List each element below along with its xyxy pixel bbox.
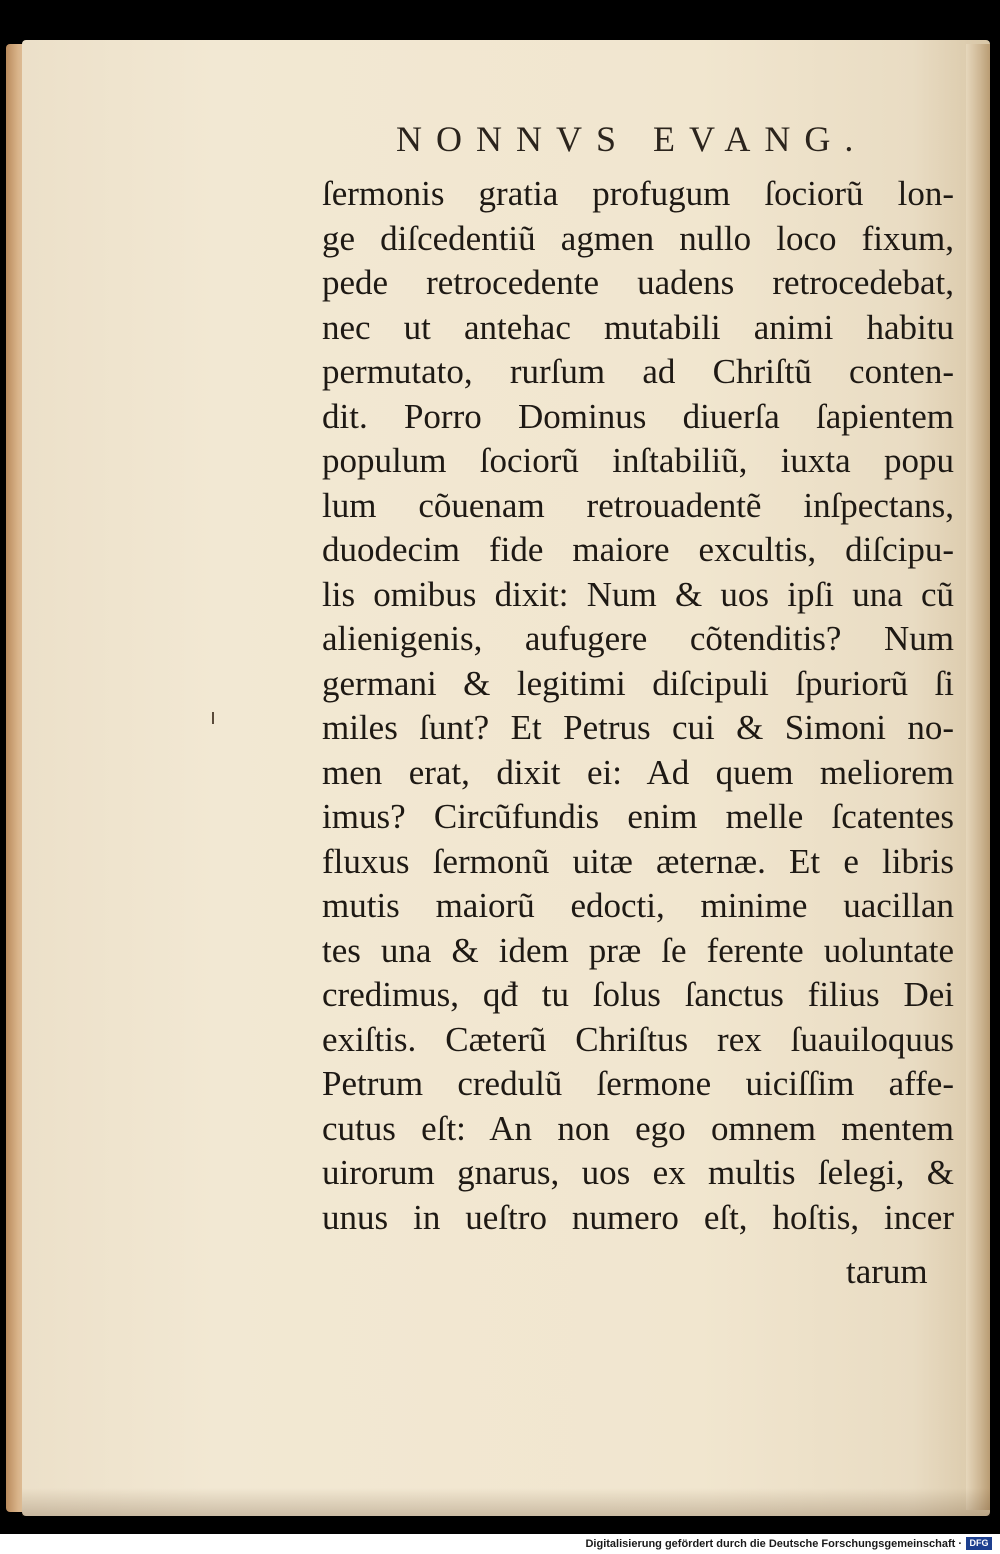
text-line: lum cõuenam retrouadentẽ inſpectans, (322, 485, 954, 525)
text-line: exiſtis. Cæterũ Chriſtus rex ſuauiloquus (322, 1019, 954, 1059)
text-line: ge diſcedentiũ agmen nullo loco fixum, (322, 218, 954, 258)
text-line: fluxus ſermonũ uitæ æternæ. Et e libris (322, 841, 954, 881)
running-head: NONNVS EVANG. (396, 119, 868, 159)
text-line: alienigenis, aufugere cõtenditis? Num (322, 619, 954, 658)
text-line: mutis maiorũ edocti, minime uacillan (322, 886, 954, 925)
margin-mark (212, 712, 214, 724)
text-line: germani & legitimi diſcipuli ſpuriorũ ſi (322, 663, 954, 703)
text-line: ſermonis gratia profugum ſociorũ lon- (322, 174, 954, 213)
text-line: permutato, rurſum ad Chriſtũ conten- (322, 352, 954, 391)
text-line: dit. Porro Dominus diuerſa ſapientem (322, 396, 954, 436)
page-shadow (22, 1488, 990, 1516)
text-line: unus in ueſtro numero eſt, hoſtis, incer (322, 1197, 954, 1237)
text-line: Petrum credulũ ſermone uiciſſim affe- (322, 1064, 954, 1103)
text-line: cutus eſt: An non ego omnem mentem (322, 1108, 954, 1148)
text-line: duodecim fide maiore excultis, diſcipu- (322, 530, 954, 569)
text-line: men erat, dixit ei: Ad quem meliorem (322, 752, 954, 792)
text-line: imus? Circũfundis enim melle ſcatentes (322, 797, 954, 836)
text-line: populum ſociorũ inſtabiliũ, iuxta popu (322, 441, 954, 480)
text-line: uirorum gnarus, uos ex multis ſelegi, & (322, 1153, 954, 1192)
footer-credit: Digitalisierung gefördert durch die Deutsche Forschungsgemeinschaft · (585, 1538, 962, 1550)
text-line: tes una & idem præ ſe ferente uoluntate (322, 930, 954, 970)
page-edge-right (966, 44, 990, 1510)
body-text (322, 172, 954, 1240)
text-line: nec ut antehac mutabili animi habitu (322, 307, 954, 347)
catchword: tarum (846, 1252, 928, 1291)
text-line: miles ſunt? Et Petrus cui & Simoni no- (322, 708, 954, 747)
text-line: lis omibus dixit: Num & uos ipſi una cũ (322, 574, 954, 614)
dfg-logo-icon: DFG (966, 1537, 992, 1550)
text-line: pede retrocedente uadens retrocedebat, (322, 263, 954, 302)
text-line: credimus, qđ tu ſolus ſanctus filius Dei (322, 975, 954, 1014)
